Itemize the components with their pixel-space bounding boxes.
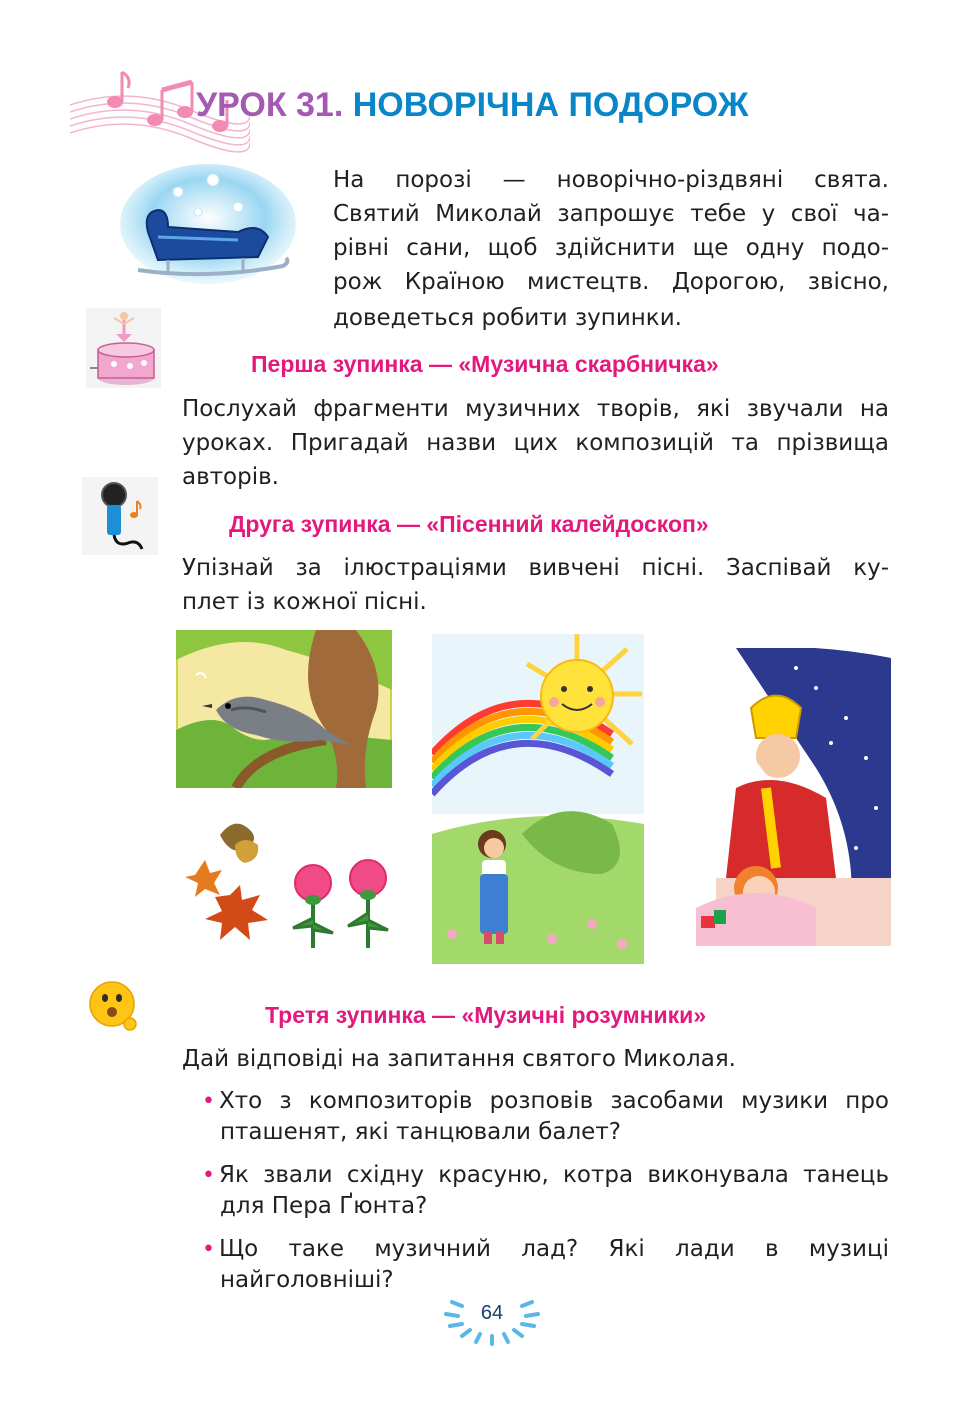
stop-text: [182, 551, 889, 619]
stop-line: авторів.: [182, 464, 279, 490]
stop-text: [182, 1042, 889, 1076]
stop-title: Третя зупинка — «Музичні розумники»: [265, 1002, 707, 1028]
stop-line: уроках. Пригадай назви цих композицій та прізвища: [182, 430, 889, 456]
bullet-icon: •: [202, 1089, 215, 1114]
intro-line: На порозі — новорічно-різдвяні свята.: [333, 167, 889, 193]
intro-line: Святий Миколай запрошує тебе у свої ча-: [333, 201, 889, 227]
stop-line: плет із кожної пісні.: [182, 589, 427, 615]
question-text: Що таке музичний лад? Які лади в музиці найголовніші?: [218, 1236, 889, 1293]
intro-line: доведеться робити зупинки.: [333, 305, 682, 331]
sun-rainbow-illustration: [432, 634, 644, 964]
intro-line: рож Країною мистецтв. Дорогою, звісно,: [333, 269, 889, 295]
microphone-icon: [82, 477, 158, 555]
stop-title: Перша зупинка — «Музична скарбничка»: [251, 351, 719, 377]
stop-line: Послухай фрагменти музичних творів, які звучали на: [182, 396, 889, 422]
question-list: [186, 1086, 889, 1308]
question-text: Хто з композиторів розповів засобами музики про пташенят, які танцювали балет?: [218, 1088, 889, 1145]
bullet-icon: •: [202, 1237, 215, 1262]
stop-title: Друга зупинка — «Пісенний калейдоскоп»: [229, 511, 709, 537]
lesson-title: НОВОРІЧНА ПОДОРОЖ: [352, 86, 749, 124]
intro-line: рівні сани, щоб здійснити ще одну подо-: [333, 235, 889, 261]
stop-text: [182, 392, 889, 494]
smiley-icon: [88, 980, 144, 1036]
saint-nicholas-illustration: [696, 648, 891, 946]
question-text: Як звали східну красуню, котра виконувала танець для Пера Ґюнта?: [218, 1162, 889, 1219]
stop-line: Упізнай за ілюстраціями вивчені пісні. Заспівай ку-: [182, 555, 889, 581]
intro-text: [333, 163, 889, 335]
list-item: [186, 1086, 889, 1148]
thistle-flowers-illustration: [283, 858, 398, 948]
lesson-number: УРОК 31.: [196, 86, 344, 124]
list-item: [186, 1234, 889, 1296]
list-item: [186, 1160, 889, 1222]
music-box-icon: [86, 308, 161, 388]
sleigh-icon: [118, 162, 298, 294]
stop-line: Дай відповіді на запитання святого Миколая.: [182, 1046, 736, 1072]
bullet-icon: •: [202, 1163, 215, 1188]
cuckoo-illustration: [176, 630, 392, 788]
page-number: 64: [480, 1302, 504, 1324]
autumn-leaves-illustration: [180, 815, 280, 955]
page-title: [196, 86, 749, 125]
